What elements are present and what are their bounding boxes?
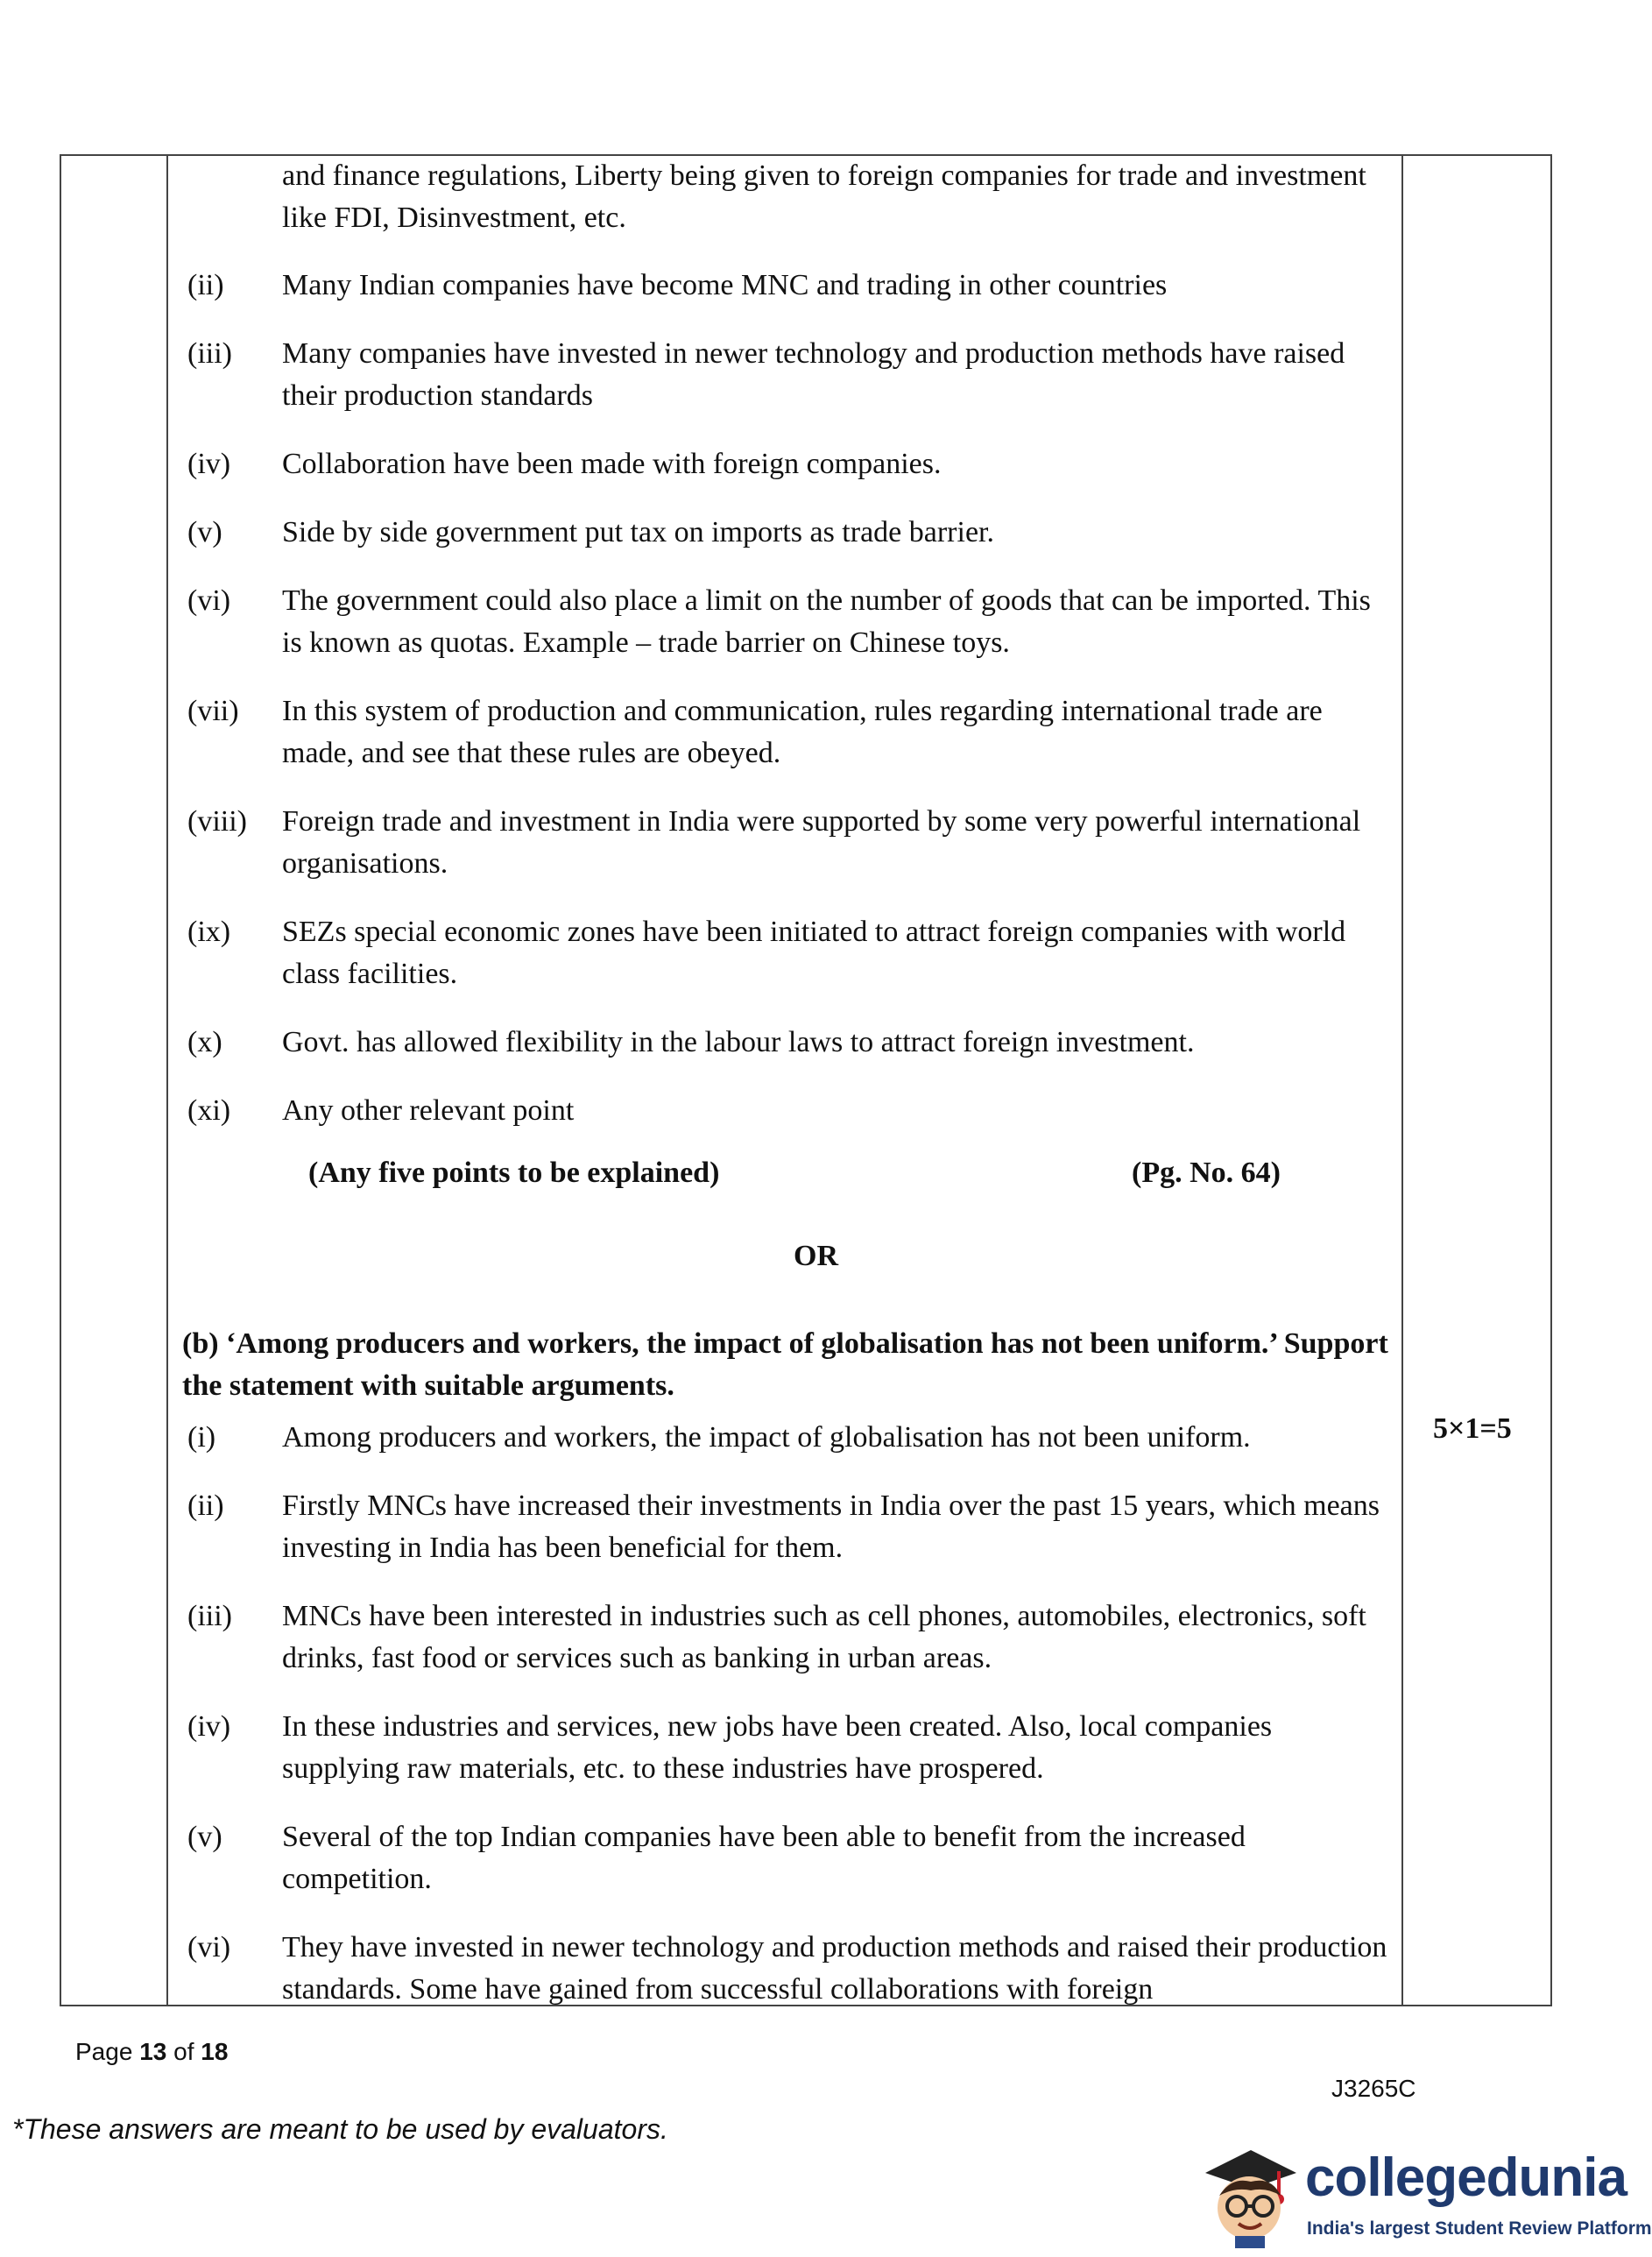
collegedunia-logo <box>1193 2134 1652 2253</box>
list-item: (v) Side by side government put tax on imports as trade barrier. <box>187 516 994 548</box>
list-item: (ix) SEZs special economic zones have been initiated to attract foreign companies with world class facilities. <box>187 916 1346 990</box>
evaluator-note: *These answers are meant to be used by evaluators. <box>12 2113 668 2145</box>
list-item: (viii) Foreign trade and investment in India were supported by some very powerful international organisations. <box>187 805 1361 880</box>
question-b-heading: (b) ‘Among producers and workers, the impact of globalisation has not been uniform.’ Support the statement with suitable arguments. <box>182 1327 1388 1402</box>
list-item: (ii) Firstly MNCs have increased their investments in India over the past 15 years, which means investing in India has been beneficial for them. <box>187 1489 1380 1564</box>
continuation-text: and finance regulations, Liberty being given to foreign companies for trade and investment like FDI, Disinvestment, etc. <box>282 159 1366 234</box>
page-number: Page 13 of 18 <box>75 2038 229 2065</box>
list-item: (v) Several of the top Indian companies have been able to benefit from the increased competition. <box>187 1821 1246 1895</box>
list-item: (iv) Collaboration have been made with foreign companies. <box>187 448 942 480</box>
brand-name: collegedunia <box>1305 2147 1627 2208</box>
list-item: (vii) In this system of production and communication, rules regarding international trade are made, and see that these rules are obeyed. <box>187 695 1323 769</box>
mascot-icon <box>1197 2138 1303 2250</box>
list-item: (iv) In these industries and services, new jobs have been created. Also, local companies supplying raw materials, etc. to these industries have prospered. <box>187 1710 1273 1785</box>
marks-label: 5×1=5 <box>1433 1412 1512 1445</box>
list-item: (vi) They have invested in newer technology and production methods and raised their production standards. Some have gained from successful collaborations with foreign <box>187 1931 1387 2006</box>
list-item: (ii) Many Indian companies have become MNC and trading in other countries <box>187 269 1168 301</box>
document-code: J3265C <box>1331 2075 1416 2102</box>
brand-tagline: India's largest Student Review Platform <box>1307 2218 1652 2239</box>
list-item: (xi) Any other relevant point <box>187 1094 575 1127</box>
list-item: (x) Govt. has allowed flexibility in the labour laws to attract foreign investment. <box>187 1026 1195 1058</box>
list-item: (iii) MNCs have been interested in industries such as cell phones, automobiles, electronics, soft drinks, fast food or services such as banking in urban areas. <box>187 1600 1366 1674</box>
table-divider <box>1401 154 1403 2006</box>
any-five-note: (Any five points to be explained) <box>308 1157 720 1189</box>
page-reference: (Pg. No. 64) <box>1132 1157 1281 1189</box>
list-item: (iii) Many companies have invested in newer technology and production methods have raised their production standards <box>187 337 1345 412</box>
table-divider <box>166 154 168 2006</box>
or-separator: OR <box>794 1240 838 1272</box>
list-item: (vi) The government could also place a limit on the number of goods that can be imported. This is known as quotas. Example – trade barrier on Chinese toys. <box>187 584 1371 659</box>
list-item: (i) Among producers and workers, the impact of globalisation has not been uniform. <box>187 1421 1251 1454</box>
